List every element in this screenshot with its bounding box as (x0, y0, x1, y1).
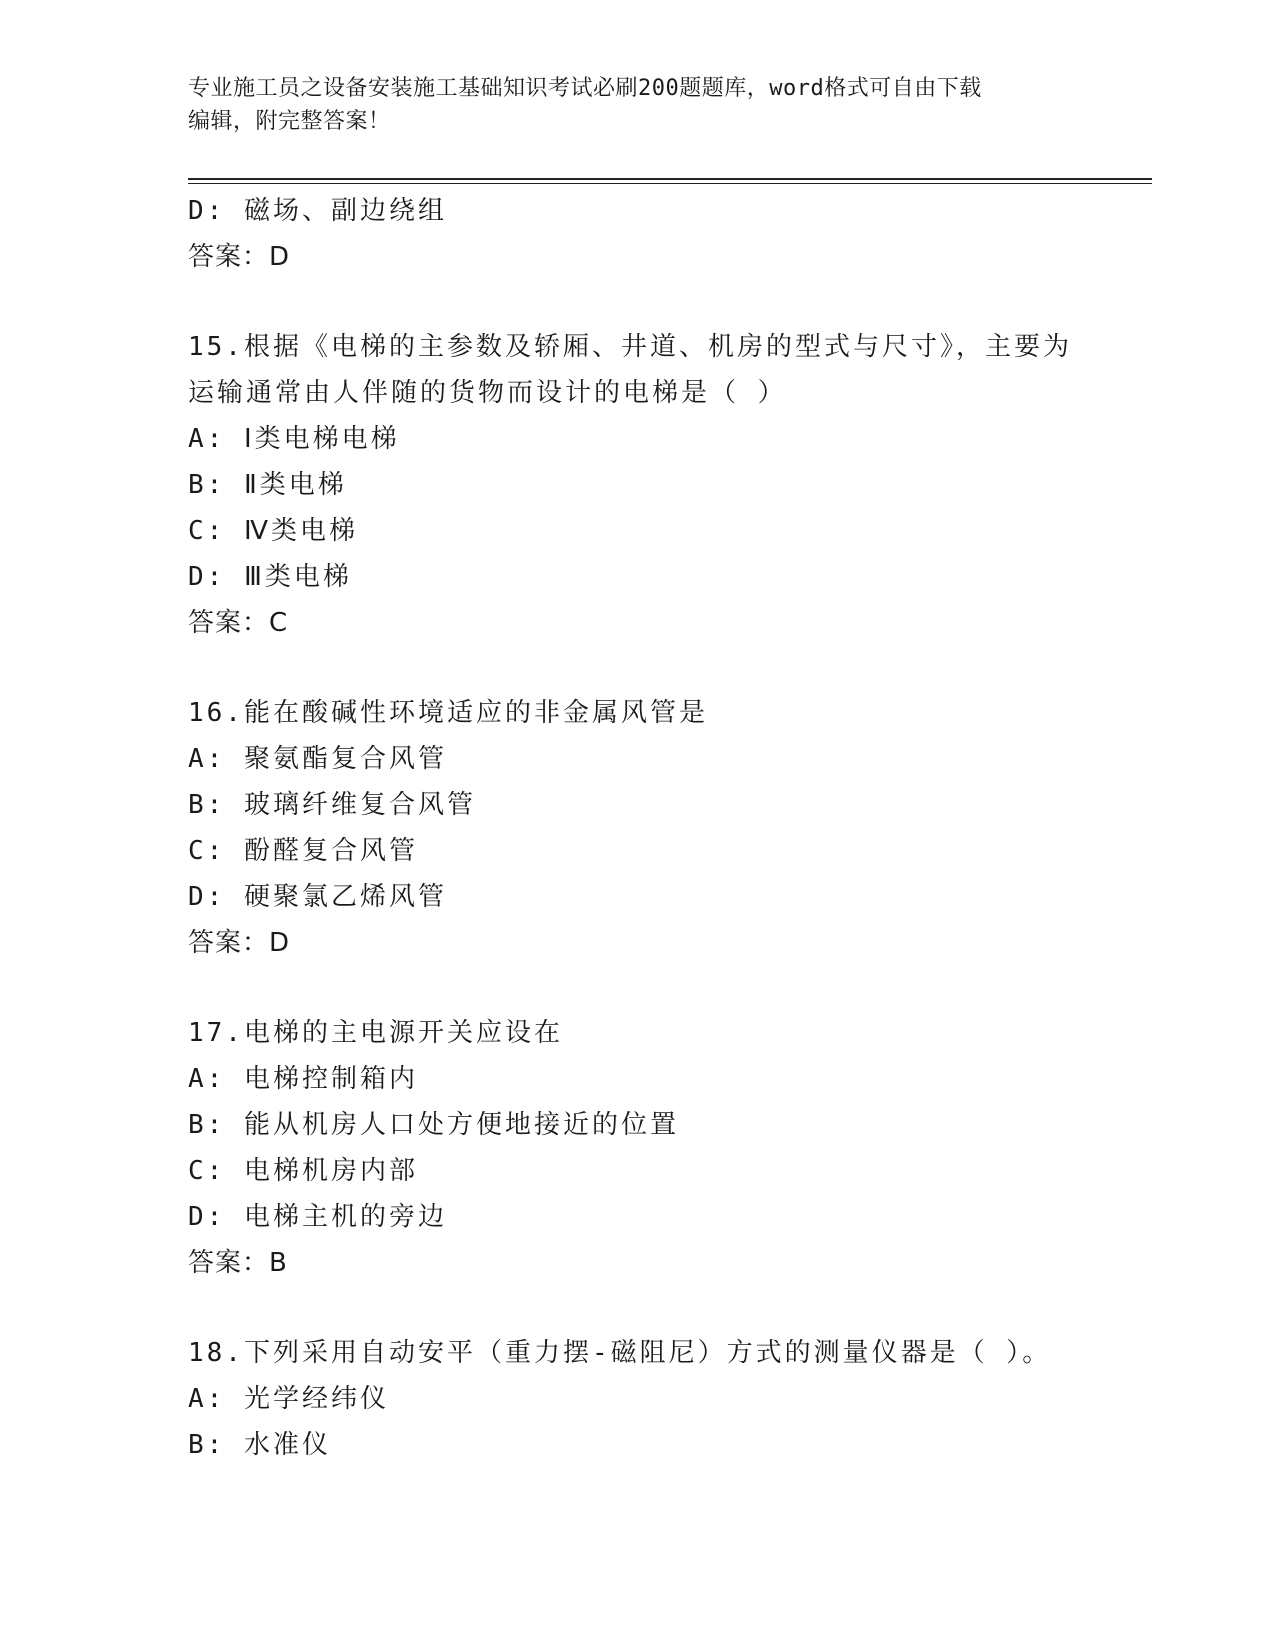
header-divider-thin (188, 183, 1152, 184)
option-a: A: 光学经纬仪 (188, 1384, 389, 1414)
answer-line: 答案：C (188, 608, 289, 638)
option-c: C: 电梯机房内部 (188, 1156, 418, 1186)
answer-line: 答案：D (188, 242, 291, 272)
question-text-line-1: 16.能在酸碱性环境适应的非金属风管是 (188, 698, 708, 728)
option-d: D: 磁场、副边绕组 (188, 196, 447, 226)
header-divider-thick (188, 178, 1152, 180)
question-block-17 (188, 1010, 1088, 1286)
option-b: B: 水准仪 (188, 1430, 331, 1460)
document-header (188, 72, 1068, 138)
question-text-line-1: 18.下列采用自动安平（重力摆-磁阻尼）方式的测量仪器是（ ）。 (188, 1338, 1052, 1368)
question-text-line-1: 15.根据《电梯的主参数及轿厢、井道、机房的型式与尺寸》，主要为 (188, 332, 1072, 362)
option-d: D: 电梯主机的旁边 (188, 1202, 447, 1232)
question-block-18 (188, 1330, 1088, 1468)
question-text-line-1: 17.电梯的主电源开关应设在 (188, 1018, 563, 1048)
header-title-line-2: 编辑，附完整答案！ (188, 109, 391, 134)
option-a: A: 聚氨酯复合风管 (188, 744, 447, 774)
option-c: C: 酚醛复合风管 (188, 836, 418, 866)
question-block-16 (188, 690, 1088, 966)
option-c: C: Ⅳ类电梯 (188, 516, 358, 546)
option-a: A: Ⅰ类电梯电梯 (188, 424, 400, 454)
option-a: A: 电梯控制箱内 (188, 1064, 418, 1094)
option-d: D: 硬聚氯乙烯风管 (188, 882, 447, 912)
question-text-line-2: 运输通常由人伴随的货物而设计的电梯是（ ） (188, 378, 787, 408)
header-title-line-1: 专业施工员之设备安装施工基础知识考试必刷200题题库，word格式可自由下载 (188, 76, 982, 101)
answer-line: 答案：D (188, 928, 291, 958)
question-block-15 (188, 324, 1088, 646)
answer-line: 答案：B (188, 1248, 288, 1278)
question-block-14-tail (188, 188, 1088, 280)
option-b: B: 玻璃纤维复合风管 (188, 790, 476, 820)
option-b: B: 能从机房人口处方便地接近的位置 (188, 1110, 679, 1140)
question-content (188, 188, 1088, 1468)
option-b: B: Ⅱ类电梯 (188, 470, 347, 500)
option-d: D: Ⅲ类电梯 (188, 562, 352, 592)
